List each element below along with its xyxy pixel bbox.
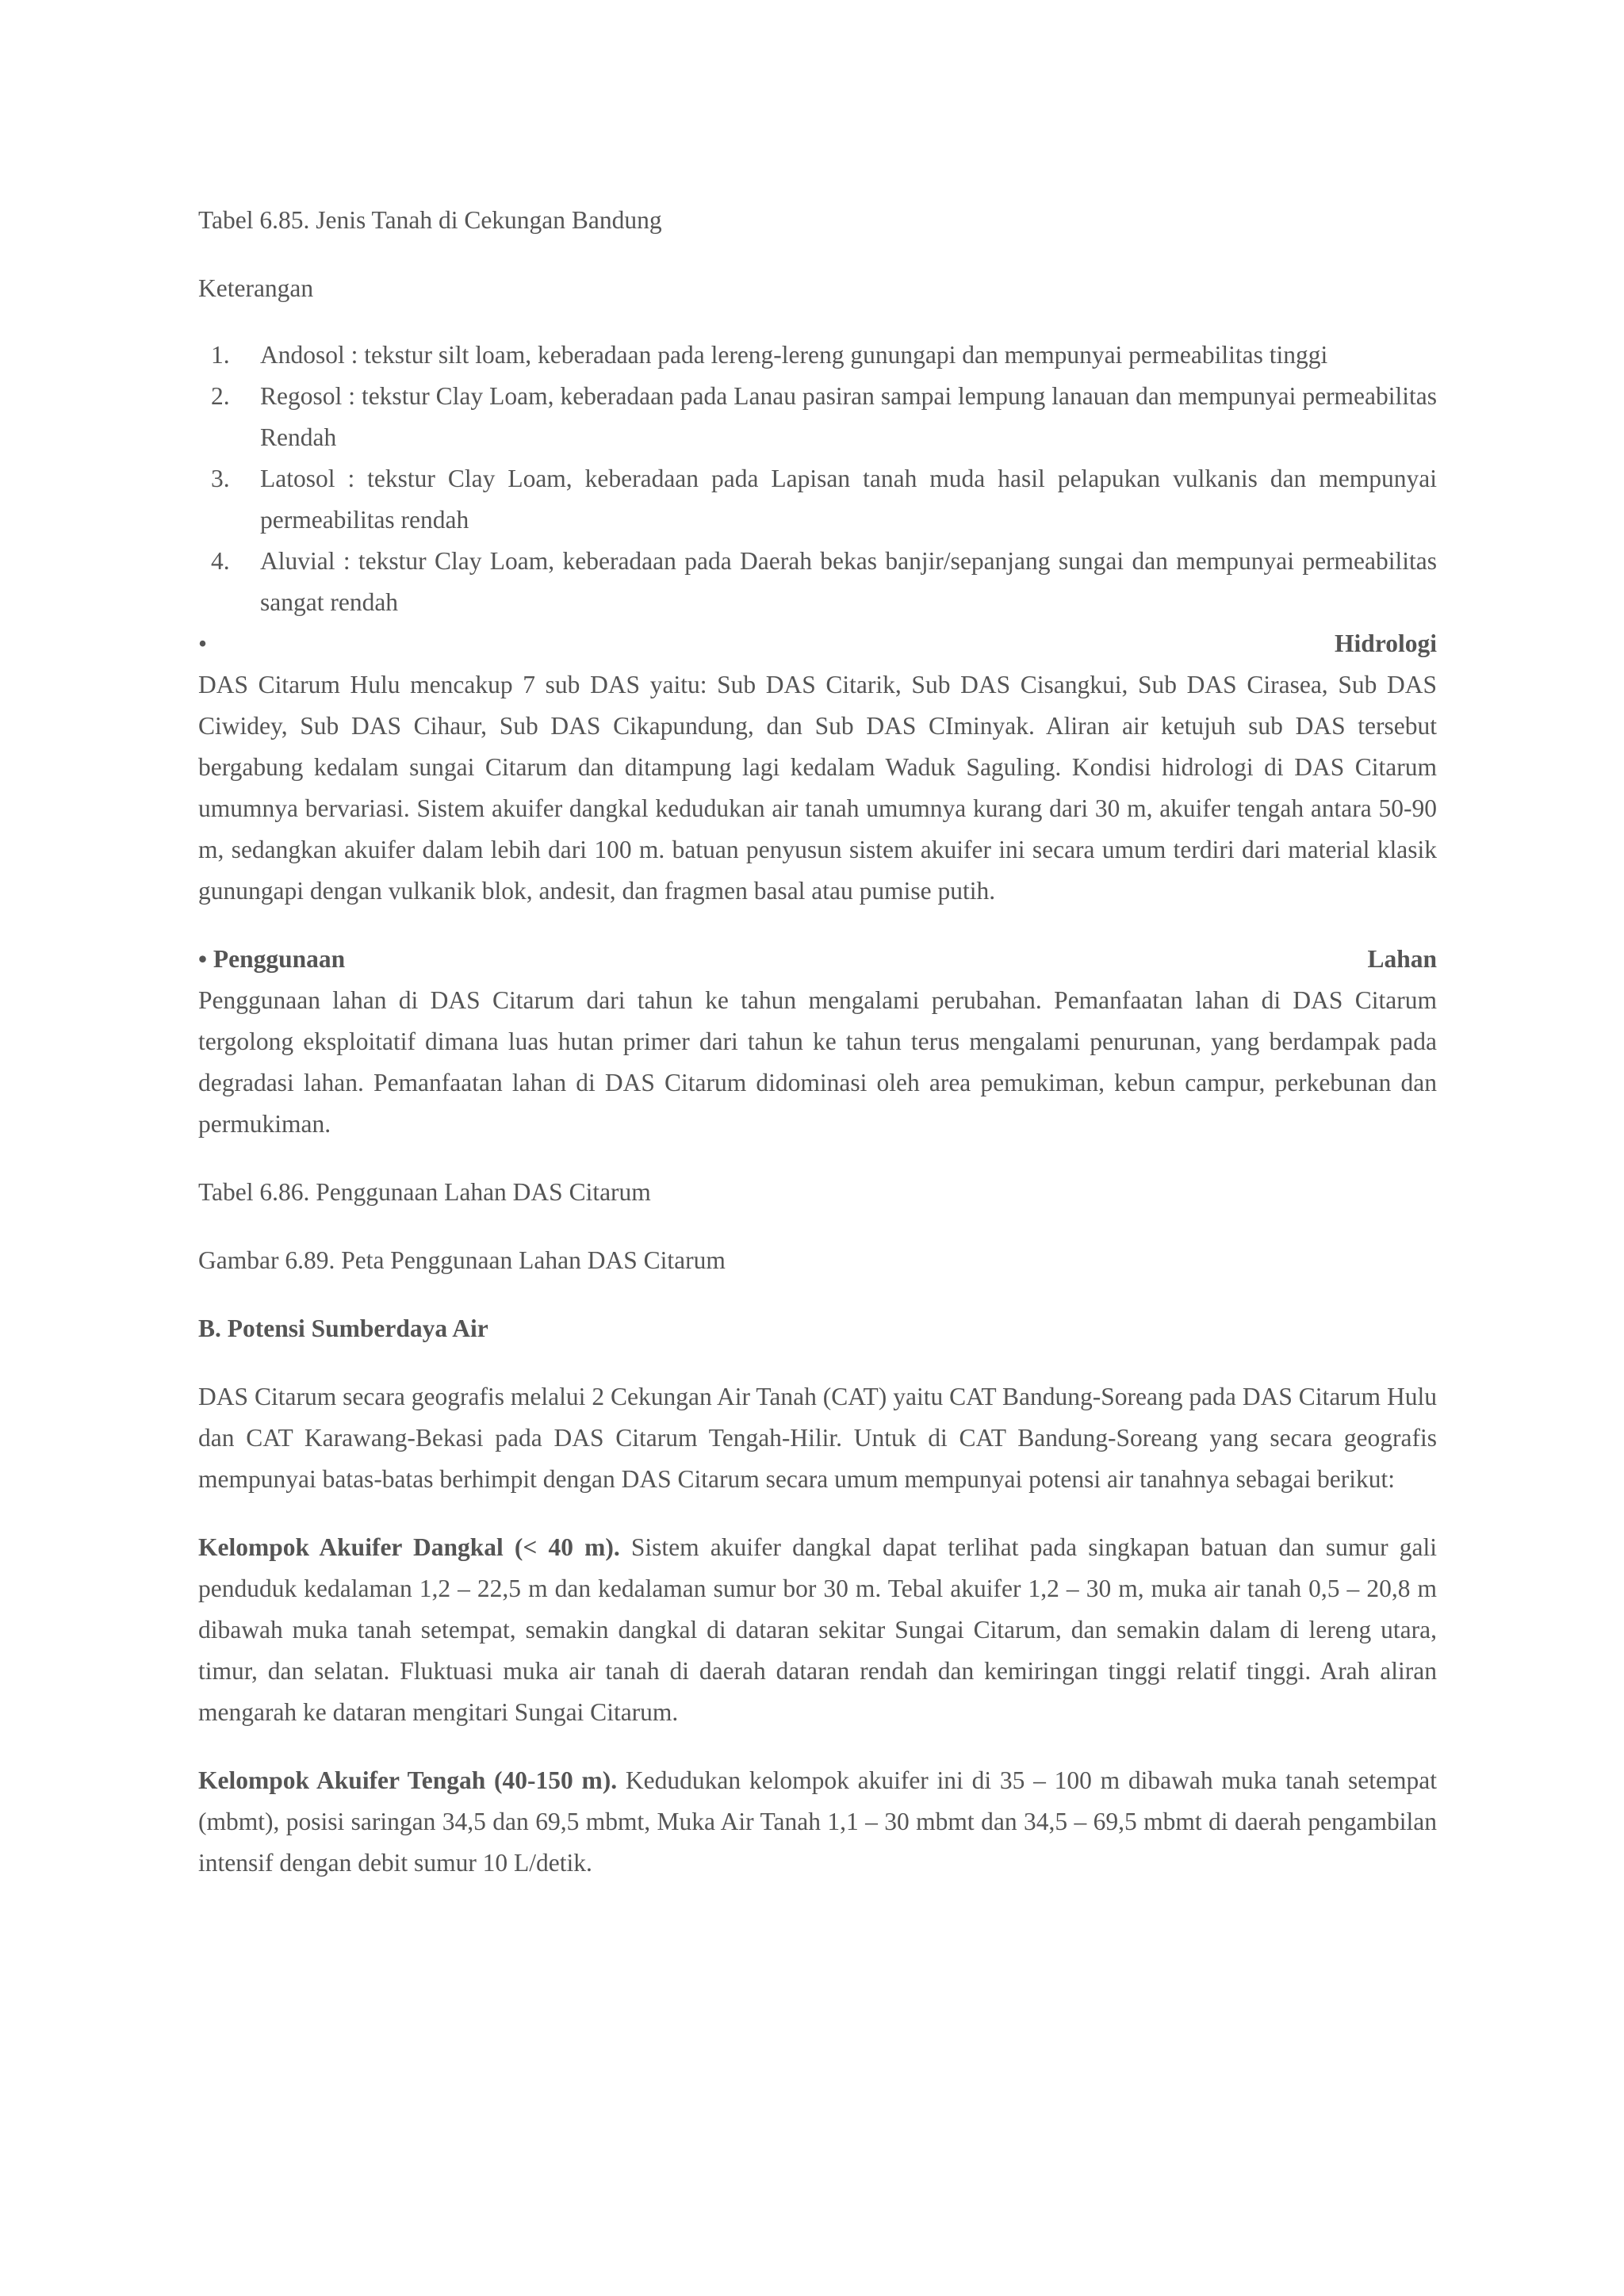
akuifer-tengah-text: Kedudukan kelompok akuifer ini di 35 – 100 m dibawah muka tanah setempat (mbmt), posisi saringan 34,5 dan 69,5 mbmt, Muka Air Tanah 1,1 – 30 mbmt dan 34,5 – 69,5 mbmt di daerah pengambilan intensif dengan debit sumur 10 L/detik. (198, 1766, 1437, 1877)
akuifer-tengah-title: Kelompok Akuifer Tengah (40-150 m). (198, 1766, 618, 1794)
akuifer-dangkal-text: Sistem akuifer dangkal dapat terlihat pada singkapan batuan dan sumur gali penduduk kedalaman 1,2 – 22,5 m dan kedalaman sumur bor 30 m. Tebal akuifer 1,2 – 30 m, muka air tanah 0,5 – 20,8 m dibawah muka tanah setempat, semakin dangkal di dataran sekitar Sungai Citarum, dan semakin dalam di lereng utara, timur, dan selatan. Fluktuasi muka air tanah di daerah dataran rendah dan kemiringan tinggi relatif tinggi. Arah aliran mengarah ke dataran mengitari Sungai Citarum. (198, 1533, 1437, 1726)
list-number: 1. (211, 341, 230, 369)
potensi-paragraph: DAS Citarum secara geografis melalui 2 Cekungan Air Tanah (CAT) yaitu CAT Bandung-Soreang pada DAS Citarum Hulu dan CAT Karawang-Bekasi pada DAS Citarum Tengah-Hilir. Untuk di CAT Bandung-Soreang yang secara geografis mempunyai batas-batas berhimpit dengan DAS Citarum secara umum mempunyai potensi air tanahnya sebagai berikut: (198, 1383, 1437, 1493)
figure-caption-6-89: Gambar 6.89. Peta Penggunaan Lahan DAS Citarum (198, 1246, 726, 1274)
list-item-text: Aluvial : tekstur Clay Loam, keberadaan pada Daerah bekas banjir/sepanjang sungai dan mempunyai permeabilitas sangat rendah (260, 547, 1437, 616)
akuifer-tengah-paragraph (198, 1760, 1437, 1884)
table-caption-6-85: Tabel 6.85. Jenis Tanah di Cekungan Bandung (198, 206, 662, 234)
table-caption-6-86: Tabel 6.86. Penggunaan Lahan DAS Citarum (198, 1178, 651, 1206)
akuifer-dangkal-paragraph (198, 1527, 1437, 1733)
list-item-text: Andosol : tekstur silt loam, keberadaan pada lereng-lereng gunungapi dan mempunyai permeabilitas tinggi (260, 341, 1328, 369)
list-item (198, 335, 1437, 376)
penggunaan-title-right: Lahan (1367, 945, 1437, 973)
soil-type-list (198, 335, 1437, 623)
list-number: 3. (211, 465, 230, 492)
penggunaan-title-left: • Penggunaan (198, 945, 346, 973)
list-number: 2. (211, 382, 230, 410)
penggunaan-lahan-heading (198, 939, 1437, 980)
list-item-text: Regosol : tekstur Clay Loam, keberadaan pada Lanau pasiran sampai lempung lanauan dan mempunyai permeabilitas Rendah (260, 382, 1437, 451)
hidrologi-paragraph: DAS Citarum Hulu mencakup 7 sub DAS yaitu: Sub DAS Citarik, Sub DAS Cisangkui, Sub DAS Cirasea, Sub DAS Ciwidey, Sub DAS Cihaur, Sub DAS Cikapundung, dan Sub DAS CIminyak. Aliran air ketujuh sub DAS tersebut bergabung kedalam sungai Citarum dan ditampung lagi kedalam Waduk Saguling. Kondisi hidrologi di DAS Citarum umumnya bervariasi. Sistem akuifer dangkal kedudukan air tanah umumnya kurang dari 30 m, akuifer tengah antara 50-90 m, sedangkan akuifer dalam lebih dari 100 m. batuan penyusun sistem akuifer ini secara umum terdiri dari material klasik gunungapi dengan vulkanik blok, andesit, dan fragmen basal atau pumise putih. (198, 671, 1437, 905)
list-item (198, 541, 1437, 623)
hidrologi-title: Hidrologi (1335, 629, 1437, 657)
list-item (198, 458, 1437, 541)
section-heading-potensi: B. Potensi Sumberdaya Air (198, 1314, 488, 1342)
keterangan-label: Keterangan (198, 274, 314, 302)
hidrologi-heading (198, 623, 1437, 664)
akuifer-dangkal-title: Kelompok Akuifer Dangkal (< 40 m). (198, 1533, 620, 1561)
bullet-icon: • (198, 629, 208, 657)
list-item-text: Latosol : tekstur Clay Loam, keberadaan pada Lapisan tanah muda hasil pelapukan vulkanis dan mempunyai permeabilitas rendah (260, 465, 1437, 534)
list-number: 4. (211, 547, 230, 575)
list-item (198, 376, 1437, 458)
penggunaan-lahan-paragraph: Penggunaan lahan di DAS Citarum dari tahun ke tahun mengalami perubahan. Pemanfaatan lahan di DAS Citarum tergolong eksploitatif dimana luas hutan primer dari tahun ke tahun terus mengalami penurunan, yang berdampak pada degradasi lahan. Pemanfaatan lahan di DAS Citarum didominasi oleh area pemukiman, kebun campur, perkebunan dan permukiman. (198, 986, 1437, 1138)
document-page (198, 200, 1437, 1911)
